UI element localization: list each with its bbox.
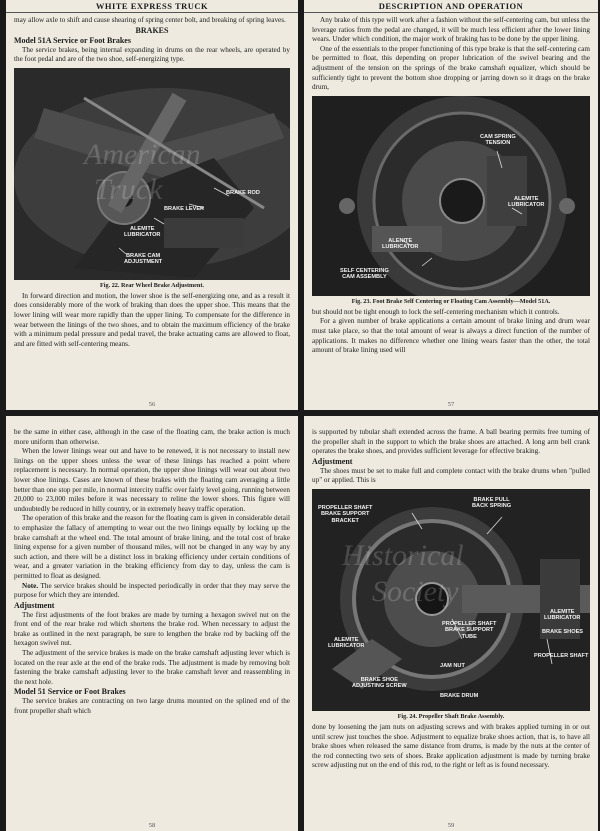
label-propeller-shaft: PROPELLER SHAFT: [534, 652, 589, 659]
paragraph: is supported by tubular shaft extended across the frame. A ball bearing permits free turning of the propeller shaft in the support to which the brake shoes are attached. A long arm bell crank operates the brake shoes, and provides sufficient leverage for effective braking.: [312, 428, 590, 456]
figure-caption: Fig. 24. Propeller Shaft Brake Assembly.: [397, 712, 505, 720]
paragraph: When the lower linings wear out and have to be renewed, it is not necessary to install new linings on the upper shoes unless the wear of these linings has reached a point where replacement is necessary. In normal operation, the upper shoe linings will wear out about two lower shoe linings. Cases are known of these brakes with the floating cam averaging a little better than one stop per mile, in normal intercity traffic over fairly level going, running between 20,000 to 23,000 miles before it was necessary to reline the lower shoes. This figure will undoubtedly be reduced in hilly country, or in extremely heavy traffic operation.: [14, 447, 290, 513]
page-number: 58: [148, 822, 156, 829]
note-text: The service brakes should be inspected periodically in order that they may serve the purpose for which they are intended.: [14, 581, 290, 600]
page-number: 57: [447, 401, 455, 408]
paragraph: done by loosening the jam nuts on adjusting screws and with brakes applied turning in or out until screw just touches the shoe. Adjustment to equalize brake shoes action, that is, to have all brake shoes when released the same distance from drums, is made by the nuts at the center of the rod connecting two sets of shoes. Brake application adjustment is made by turning brake screw adjusting nut on the end of this rod, to the right or left as is found necessary.: [312, 722, 590, 770]
paragraph: For a given number of brake applications a certain amount of brake lining and drum wear must take place, so that the total amount of wear is always a direct function of the number of applications. It makes no difference whether one lining wears faster than the other, the total amount of brake lining used will: [312, 317, 590, 355]
figure-caption: Fig. 23. Foot Brake Self Centering or Floating Cam Assembly—Model 51A.: [351, 297, 551, 305]
figure-23-photo: [312, 96, 590, 296]
label-propeller-shaft-support-tube: PROPELLER SHAFT BRAKE SUPPORT TUBE: [442, 620, 497, 640]
subheading-model-51: Model 51 Service or Foot Brakes: [14, 687, 126, 697]
subheading-adjustment: Adjustment: [14, 600, 55, 610]
paragraph: The service brakes are contracting on two large drums mounted on the splined end of the front propeller shaft which: [14, 697, 290, 716]
figure-22-illustration: [14, 68, 290, 280]
page-58: [6, 416, 298, 831]
label-brake-shoe-adjusting-screw: BRAKE SHOE ADJUSTING SCREW: [352, 676, 407, 690]
label-propeller-shaft-support-bracket: PROPELLER SHAFT BRAKE SUPPORT BRACKET: [318, 504, 373, 524]
paragraph: The operation of this brake and the reason for the floating cam is given in considerable detail to emphasize the fallacy of attempting to wear out the two linings equally by locking up the brake camshaft at the wheel end. The total amount of brake lining, and the total cost of brake lining expense for a given number of thousand miles, will not be changed in any way by any such action, and there will be a distinct loss in braking efficiency under certain conditions of wear, and a greater variation in the braking efficiency from day to day, unless the cam is permitted to float as designed.: [14, 514, 290, 580]
label-alenite-lubricator: ALENITE LUBRICATOR: [382, 237, 419, 251]
page-number: 56: [148, 401, 156, 408]
note-label: Note.: [22, 581, 39, 590]
figure-24-photo: [312, 489, 590, 711]
figure-22-photo: [14, 68, 290, 280]
label-brake-rod: BRAKE ROD: [226, 189, 260, 196]
page-56: [6, 0, 298, 410]
subheading-model-51a: Model 51A Service or Foot Brakes: [14, 35, 131, 45]
figure-caption: Fig. 22. Rear Wheel Brake Adjustment.: [100, 281, 204, 289]
figure-23-illustration: [312, 96, 590, 296]
paragraph: be the same in either case, although in the case of the floating cam, the brake action is much more uniform than otherwise.: [14, 428, 290, 446]
label-brake-drum: BRAKE DRUM: [440, 692, 479, 699]
paragraph: The shoes must be set to make full and complete contact with the brake drums when "pulled up" or applied. This is: [312, 466, 590, 485]
paragraph: In forward direction and motion, the lower shoe is the self-energizing one, and as a result it does considerably more of the work of braking than does the upper shoe. This means that the lower lining will wear more rapidly than the upper lining. To compensate for the difference in wear between the linings of the two shoes, and to obtain the maximum efficiency of the brake with a minimum pedal pressure and pedal travel, the brake actuating cams are allowed to float, and are fitted with self-centering means.: [14, 291, 290, 348]
note-paragraph: [14, 582, 290, 601]
paragraph: Any brake of this type will work after a fashion without the self-centering cam, but unless the leverage ratios from the pedal are changed, it will be much less efficient after the lower lining wears. Under which condition, the major work of braking has to be done by the upper lining.: [312, 16, 590, 44]
label-jam-nut: JAM NUT: [440, 662, 465, 669]
label-alemite-lubricator: ALEMITE LUBRICATOR: [508, 195, 545, 209]
paragraph: The first adjustments of the foot brakes are made by turning a hexagon swivel nut on the front end of the rear brake rod which shortens the brake rod. When necessary to adjust the brake as outlined in the next paragraph, be sure to lengthen the brake rod by backing off the hexagon swivel nut.: [14, 610, 290, 648]
section-heading-brakes: BRAKES: [135, 25, 169, 35]
intro-text: may allow axle to shift and cause shearing of spring center bolt, and breaking of spring leaves.: [14, 16, 286, 24]
label-brake-cam-adjustment: BRAKE CAM ADJUSTMENT: [124, 252, 163, 266]
page-number: 59: [447, 822, 455, 829]
page-59: [304, 416, 598, 831]
label-alemite-lubricator: ALEMITE LUBRICATOR: [544, 608, 581, 622]
running-head: DESCRIPTION AND OPERATION: [304, 0, 598, 13]
label-brake-shoes: BRAKE SHOES: [542, 628, 584, 635]
label-cam-spring-tension: CAM SPRING TENSION: [480, 133, 516, 147]
paragraph: The service brakes, being internal expanding in drums on the rear wheels, are operated by the foot pedal and are of the two shoe, self-energizing type.: [14, 45, 290, 64]
paragraph: One of the essentials to the proper functioning of this type brake is that the self-centering cam be permitted to float, this depending on proper lubrication of the swivel bearing and the adjustment of the tension on the springs of the brake camshaft equalizer, which should be sufficiently tight to prevent the bottom shoe dropping or jarring down so it drags on the brake drum,: [312, 44, 590, 92]
paragraph: The adjustment of the service brakes is made on the brake camshaft adjusting lever which is located on the rear axle at the end of the brake rods. The adjustment is made by removing bolt fastening the brake camshaft adjusting lever to the brake camshaft lever and reassembling in the next hole.: [14, 649, 290, 686]
label-brake-lever: BRAKE LEVER: [164, 205, 205, 212]
label-brake-pull-back-spring: BRAKE PULL BACK SPRING: [472, 496, 512, 510]
label-alemite-lubricator: ALEMITE LUBRICATOR: [124, 225, 161, 239]
page-57: [304, 0, 598, 410]
label-self-centering-cam: SELF CENTERING CAM ASSEMBLY: [340, 267, 389, 281]
running-head: WHITE EXPRESS TRUCK: [6, 0, 298, 13]
subheading-adjustment: Adjustment: [312, 456, 353, 466]
paragraph: but should not be tight enough to lock the self-centering mechanism which it controls.: [312, 307, 560, 316]
label-alemite-lubricator: ALEMITE LUBRICATOR: [328, 636, 365, 650]
